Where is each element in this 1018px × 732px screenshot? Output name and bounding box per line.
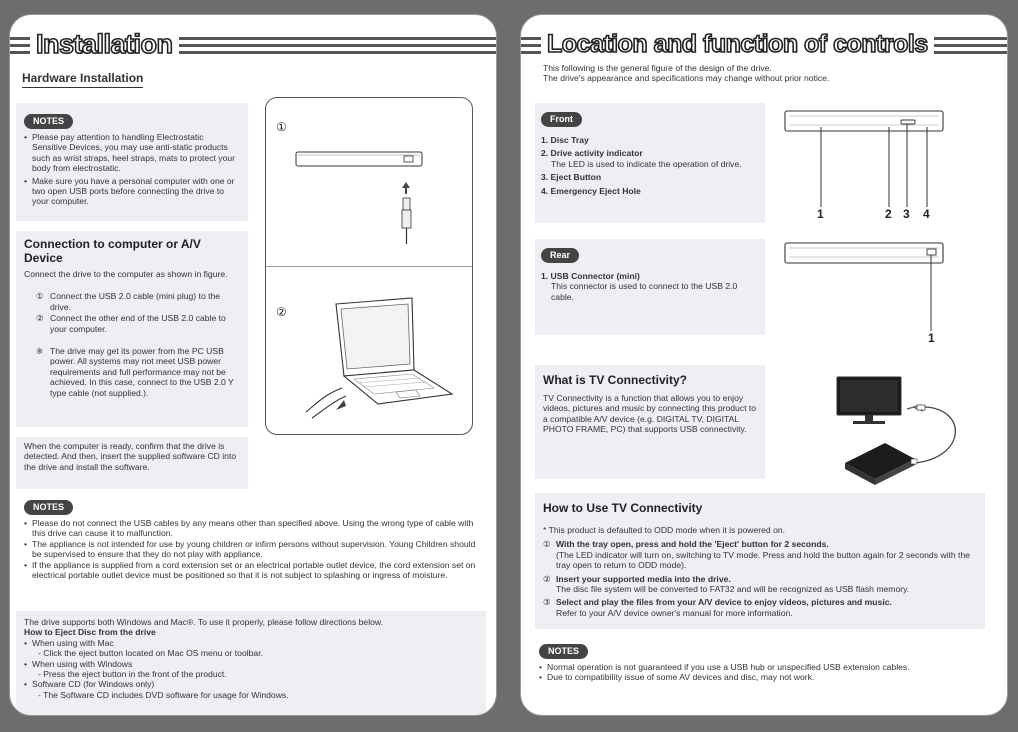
right-note-item: • Due to compatibility issue of some AV devices and disc, may not work.	[539, 672, 989, 682]
note-item: • Please pay attention to handling Electrostatic Sensitive Devices, you may use anti-static products such as wrist straps, heel straps, mats to protect your body from electrostatic.	[24, 132, 240, 174]
tv-connectivity-box	[535, 365, 765, 479]
howto-note: * This product is defaulted to ODD mode when it is powered on.	[543, 525, 786, 535]
os-support-box	[16, 611, 486, 715]
hardware-installation-subtitle: Hardware Installation	[22, 71, 143, 88]
connection-step: ② Connect the other end of the USB 2.0 cable to your computer.	[36, 313, 226, 334]
front-callout: 3	[903, 207, 910, 221]
front-item-title: 1. Disc Tray	[541, 135, 589, 145]
tv-heading: What is TV Connectivity?	[543, 373, 688, 387]
front-item-title: 3. Eject Button	[541, 172, 602, 183]
left-page	[9, 14, 497, 716]
rear-item-desc: This connector is used to connect to the USB 2.0 cable.	[551, 281, 738, 302]
figure-label-2: ②	[276, 305, 287, 319]
installation-header	[10, 27, 496, 67]
howto-step: ① With the tray open, press and hold the 'Eject' button for 2 seconds. (The LED indicator will turn on, switching to TV mode. Press and hold the button again for 2 seconds with the tray open to return to ODD mode).	[543, 539, 970, 571]
figure-label-1: ①	[276, 120, 287, 134]
rear-box	[535, 239, 765, 335]
installation-figure	[265, 97, 473, 435]
note2-item: • If the appliance is supplied from a cord extension set or an electrical portable outlet device, the cord extension set on electrical portable outlet device must be positioned so that it is not subject to splashing or ingress of moisture.	[24, 560, 484, 581]
front-item-title: 4. Emergency Eject Hole	[541, 185, 641, 196]
front-callout: 4	[923, 207, 930, 221]
right-note-item: • Normal operation is not guaranteed if you use a USB hub or unspecified USB extension cables.	[539, 662, 989, 672]
rear-item-title: 1. USB Connector (mini)	[541, 271, 640, 281]
notes2-label: NOTES	[24, 500, 73, 515]
note2-item: • The appliance is not intended for use by young children or infirm persons without supervision. Young Children should be supervised to ensure that they do not play with appliance.	[24, 539, 484, 560]
notes2-section	[24, 497, 484, 580]
connection-step: ① Connect the USB 2.0 cable (mini plug) to the drive.	[36, 291, 221, 312]
ready-text: When the computer is ready, confirm that the drive is detected. And then, insert the supplied software CD into the drive and install the software.	[16, 437, 248, 489]
os-item: • Software CD (for Windows only) - The Software CD includes DVD software for usage for Windows.	[24, 679, 478, 700]
power-note: ※ The drive may get its power from the PC USB power. All systems may not meet USB power requirements and full performance may not be achieved. In this case, connect to the USB 2.0 Y type cable (not supplied.).	[36, 346, 234, 398]
right-page	[520, 14, 1008, 716]
howto-step: ③ Select and play the files from your A/V device to enjoy videos, pictures and music. Refer to your A/V device owner's manual for more information.	[543, 597, 892, 618]
page-title: Location and function of controls	[541, 27, 934, 61]
os-item: • When using with Mac - Click the eject button located on Mac OS menu or toolbar.	[24, 638, 478, 659]
rear-callout: 1	[928, 331, 935, 345]
howto-step: ② Insert your supported media into the drive. The disc file system will be converted to FAT32 and will be recognized as USB flash memory.	[543, 573, 910, 595]
rear-label: Rear	[541, 248, 579, 263]
tv-text: TV Connectivity is a function that allows you to enjoy videos, pictures and music by connecting this product to a compatible A/V device (e.g. DIGITAL TV, DIGITAL PHOTO FRAME, PC) that supports USB connectivity.	[543, 393, 757, 435]
rear-diagram	[785, 243, 945, 343]
eject-heading: How to Eject Disc from the drive	[24, 627, 156, 638]
front-callout: 1	[817, 207, 824, 221]
front-box	[535, 103, 765, 223]
connection-heading: Connection to computer or A/V Device	[24, 237, 201, 265]
connection-box	[16, 231, 248, 427]
note2-item: • Please do not connect the USB cables by any means other than specified above. Using the wrong type of cable with this drive can cause it to malfunction.	[24, 518, 484, 539]
right-notes-label: NOTES	[539, 644, 588, 659]
notes-box	[16, 103, 248, 221]
page-title: Installation	[30, 27, 179, 61]
drive-and-laptop-illustration	[266, 98, 472, 434]
note-item: • Make sure you have a personal computer with one or two open USB ports before connecting the drive to your computer.	[24, 176, 240, 207]
os-item: • When using with Windows - Press the eject button in the front of the product.	[24, 659, 478, 680]
front-item-desc: The LED is used to indicate the operation of drive.	[551, 158, 742, 169]
os-intro: The drive supports both Windows and Mac®. To use it properly, please follow directions below.	[24, 617, 384, 627]
notes-label: NOTES	[24, 114, 73, 129]
front-item-title: 2. Drive activity indicator	[541, 148, 643, 159]
right-notes-section	[539, 641, 989, 683]
front-diagram	[785, 111, 945, 221]
connection-intro: Connect the drive to the computer as shown in figure.	[24, 269, 228, 279]
front-callout: 2	[885, 207, 892, 221]
howto-box	[535, 493, 985, 629]
howto-heading: How to Use TV Connectivity	[543, 501, 703, 515]
tv-illustration	[827, 377, 977, 487]
right-intro: This following is the general figure of the design of the drive. The drive's appearance and specifications may change without prior notice.	[543, 63, 830, 84]
front-label: Front	[541, 112, 582, 127]
location-header	[521, 27, 1007, 67]
